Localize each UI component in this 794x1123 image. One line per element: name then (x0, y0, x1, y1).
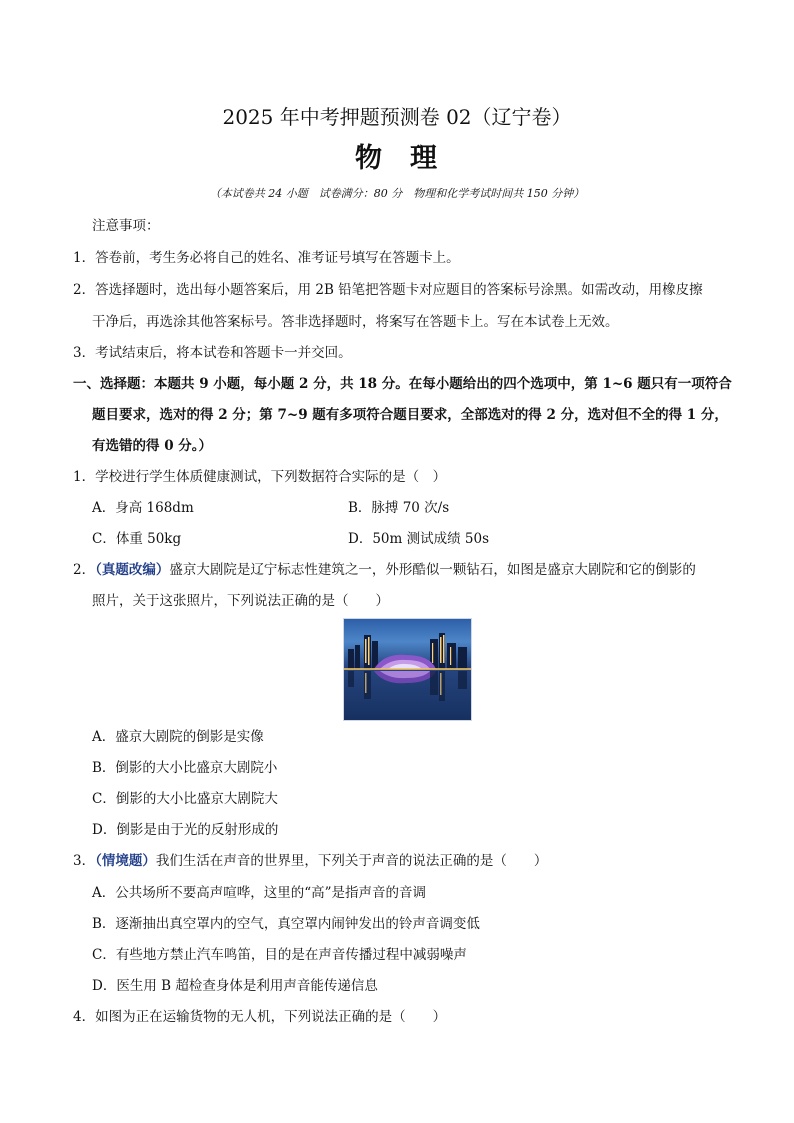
q3-stem-text: 我们生活在声音的世界里，下列关于声音的说法正确的是（ ） (155, 853, 548, 869)
q2-stem-line-1 (73, 561, 696, 579)
q2-option-d: D．倒影是由于光的反射形成的 (92, 822, 279, 838)
q3-number: 3． (73, 853, 96, 869)
subject-char-1: 物 (355, 143, 384, 174)
q2-option-a: A．盛京大剧院的倒影是实像 (92, 729, 264, 745)
exam-subtitle: （本试卷共 24 小题 试卷满分：80 分 物理和化学考试时间共 150 分钟） (209, 187, 585, 200)
notice-item-2: 2．答选择题时，选出每小题答案后，用 2B 铅笔把答题卡对应题目的答案标号涂黑。如需改动，用橡皮擦 (73, 282, 703, 298)
q3-stem-line (73, 852, 547, 870)
theater-reflection-photo (343, 618, 472, 721)
q2-stem-text: 盛京大剧院是辽宁标志性建筑之一，外形酷似一颗钻石，如图是盛京大剧院和它的倒影的 (169, 562, 696, 578)
notice-item-2-cont: 干净后，再选涂其他答案标号。答非选择题时，将案写在答题卡上。写在本试卷上无效。 (92, 314, 619, 330)
q4-stem: 4．如图为正在运输货物的无人机，下列说法正确的是（ ） (73, 1009, 447, 1025)
q2-tag: （真题改编） (95, 562, 170, 578)
q2-stem-line-2: 照片，关于这张照片，下列说法正确的是（ ） (92, 593, 389, 609)
section-heading-line-3: 有选错的得 0 分。） (92, 438, 213, 454)
notice-heading: 注意事项： (92, 218, 160, 234)
q1-option-d: D．50m 测试成绩 50s (348, 531, 489, 547)
q3-option-c: C．有些地方禁止汽车鸣笛，目的是在声音传播过程中减弱噪声 (92, 947, 467, 963)
notice-item-1: 1．答卷前，考生务必将自己的姓名、准考证号填写在答题卡上。 (73, 250, 460, 266)
section-heading-line-2: 题目要求，选对的得 2 分；第 7~9 题有多项符合题目要求，全部选对的得 2 分，选对但不全的得 1 分， (92, 407, 728, 423)
theater-reflection-image (344, 619, 471, 720)
q2-option-c: C．倒影的大小比盛京大剧院大 (92, 791, 278, 807)
q1-option-b: B．脉搏 70 次/s (348, 500, 450, 516)
subject-title (0, 142, 794, 176)
q2-option-b: B．倒影的大小比盛京大剧院小 (92, 760, 278, 776)
q2-number: 2． (73, 562, 96, 578)
exam-title: 2025 年中考押题预测卷 02（辽宁卷） (222, 105, 572, 129)
section-heading-line-1: 一、选择题：本题共 9 小题，每小题 2 分，共 18 分。在每小题给出的四个选项中，第 1~6 题只有一项符合 (73, 376, 732, 392)
subject-char-2: 理 (410, 143, 439, 174)
q1-stem: 1．学校进行学生体质健康测试，下列数据符合实际的是（ ） (73, 469, 447, 485)
q1-option-c: C．体重 50kg (92, 531, 182, 547)
q3-option-d: D．医生用 B 超检查身体是利用声音能传递信息 (92, 978, 378, 994)
notice-item-3: 3．考试结束后，将本试卷和答题卡一并交回。 (73, 345, 352, 361)
q3-tag: （情境题） (95, 853, 156, 869)
q1-option-a: A．身高 168dm (92, 500, 194, 516)
q3-option-b: B．逐渐抽出真空罩内的空气，真空罩内闹钟发出的铃声音调变低 (92, 916, 480, 932)
q3-option-a: A．公共场所不要高声喧哗，这里的“高”是指声音的音调 (92, 885, 427, 901)
